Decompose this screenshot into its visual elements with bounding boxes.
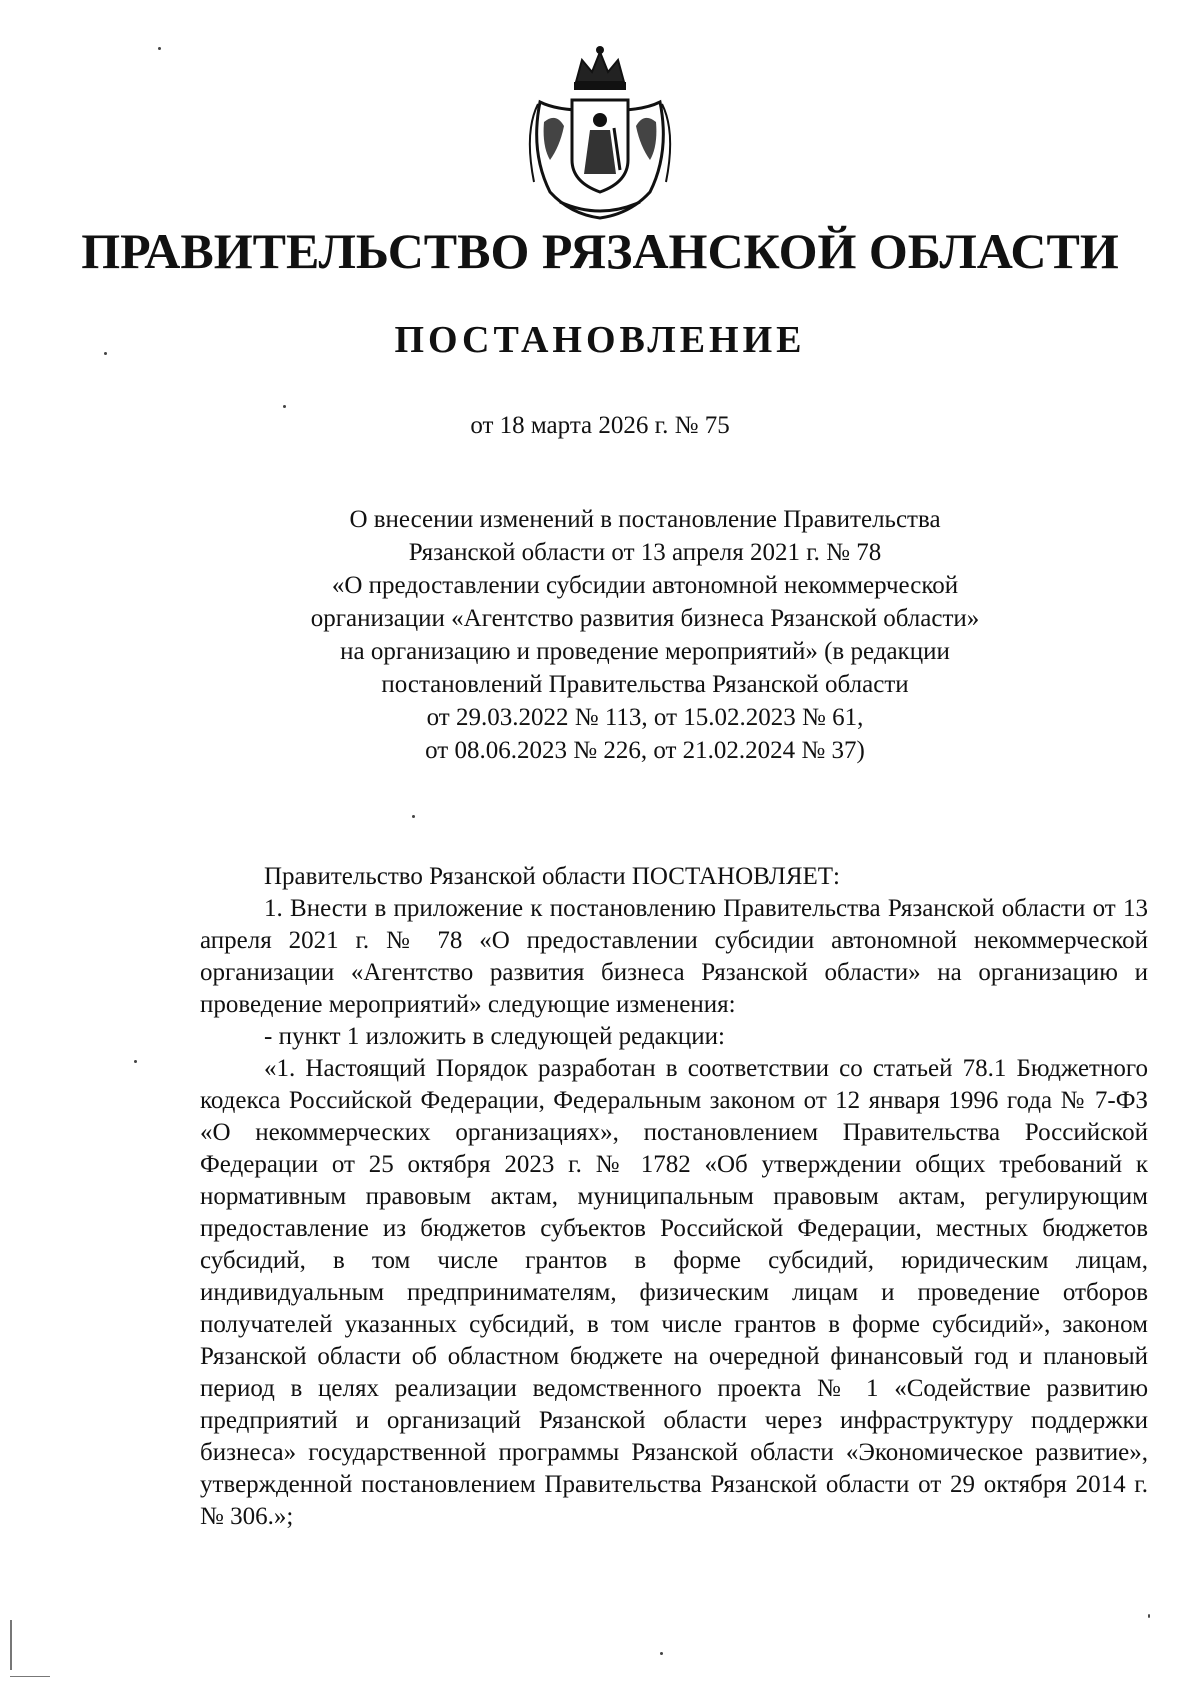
ryazan-coat-of-arms-icon: [520, 42, 680, 220]
subject-line: от 29.03.2022 № 113, от 15.02.2023 № 61,: [426, 704, 864, 731]
resolution-clause: Правительство Рязанской области ПОСТАНОВЛЯЕТ:: [264, 863, 840, 890]
scan-speck: [283, 405, 286, 408]
item-1-paragraph: 1. Внести в приложение к постановлению Правительства Рязанской области от 13 апреля 2021 г. № 78 «О предоставлении субсидии автономной некоммерческой организации «Агентство развития бизнеса Рязанской области» на организацию и проведение мероприятий» следующие изменения:: [200, 895, 1148, 1018]
organization-title: ПРАВИТЕЛЬСТВО РЯЗАНСКОЙ ОБЛАСТИ: [81, 223, 1119, 279]
quoted-amendment-paragraph: «1. Настоящий Порядок разработан в соответствии со статьей 78.1 Бюджетного кодекса Российской Федерации, Федеральным законом от 12 января 1996 года № 7-ФЗ «О некоммерческих организациях», постановлением Правительства Российской Федерации от 25 октября 2023 г. № 1782 «Об утверждении общих требований к нормативным правовым актам, муниципальным правовым актам, регулирующим предоставление из бюджетов субъектов Российской Федерации, местных бюджетов субсидий, в том числе грантов в форме субсидий, юридическим лицам, индивидуальным предпринимателям, физическим лицам и проведение отборов получателей указанных субсидий, в том числе грантов в форме субсидий», законом Рязанской области об областном бюджете на очередной финансовый год и плановый период в целях реализации ведомственного проекта № 1 «Содействие развитию предприятий и организаций Рязанской области через инфраструктуру поддержки бизнеса» государственной программы Рязанской области «Экономическое развитие», утвержденной постановлением Правительства Рязанской области от 29 октября 2014 г. № 306.»;: [200, 1055, 1148, 1530]
scan-speck: [158, 47, 161, 50]
subject-line: О внесении изменений в постановление Правительства: [349, 506, 941, 533]
scan-speck: [660, 1652, 663, 1655]
subject-line: организации «Агентство развития бизнеса Рязанской области»: [310, 605, 980, 632]
scan-speck: [134, 1060, 137, 1063]
scan-speck: [104, 352, 107, 355]
scan-edge-mark: [10, 1620, 12, 1670]
document-subject: [250, 503, 1040, 767]
subject-line: «О предоставлении субсидии автономной некоммерческой: [331, 572, 959, 599]
subject-line: Рязанской области от 13 апреля 2021 г. № 78: [408, 539, 882, 566]
scan-edge-mark: [10, 1676, 50, 1677]
document-type-title: ПОСТАНОВЛЕНИЕ: [394, 319, 806, 361]
sub-item-paragraph: - пункт 1 изложить в следующей редакции:: [264, 1023, 725, 1050]
scan-speck: [412, 815, 415, 818]
document-date-number: от 18 марта 2026 г. № 75: [470, 412, 730, 439]
subject-line: постановлений Правительства Рязанской области: [381, 671, 909, 698]
scan-speck: [1148, 1614, 1150, 1618]
subject-line: от 08.06.2023 № 226, от 21.02.2024 № 37): [425, 737, 865, 764]
subject-line: на организацию и проведение мероприятий» (в редакции: [340, 638, 950, 665]
document-body: [200, 861, 1148, 1533]
